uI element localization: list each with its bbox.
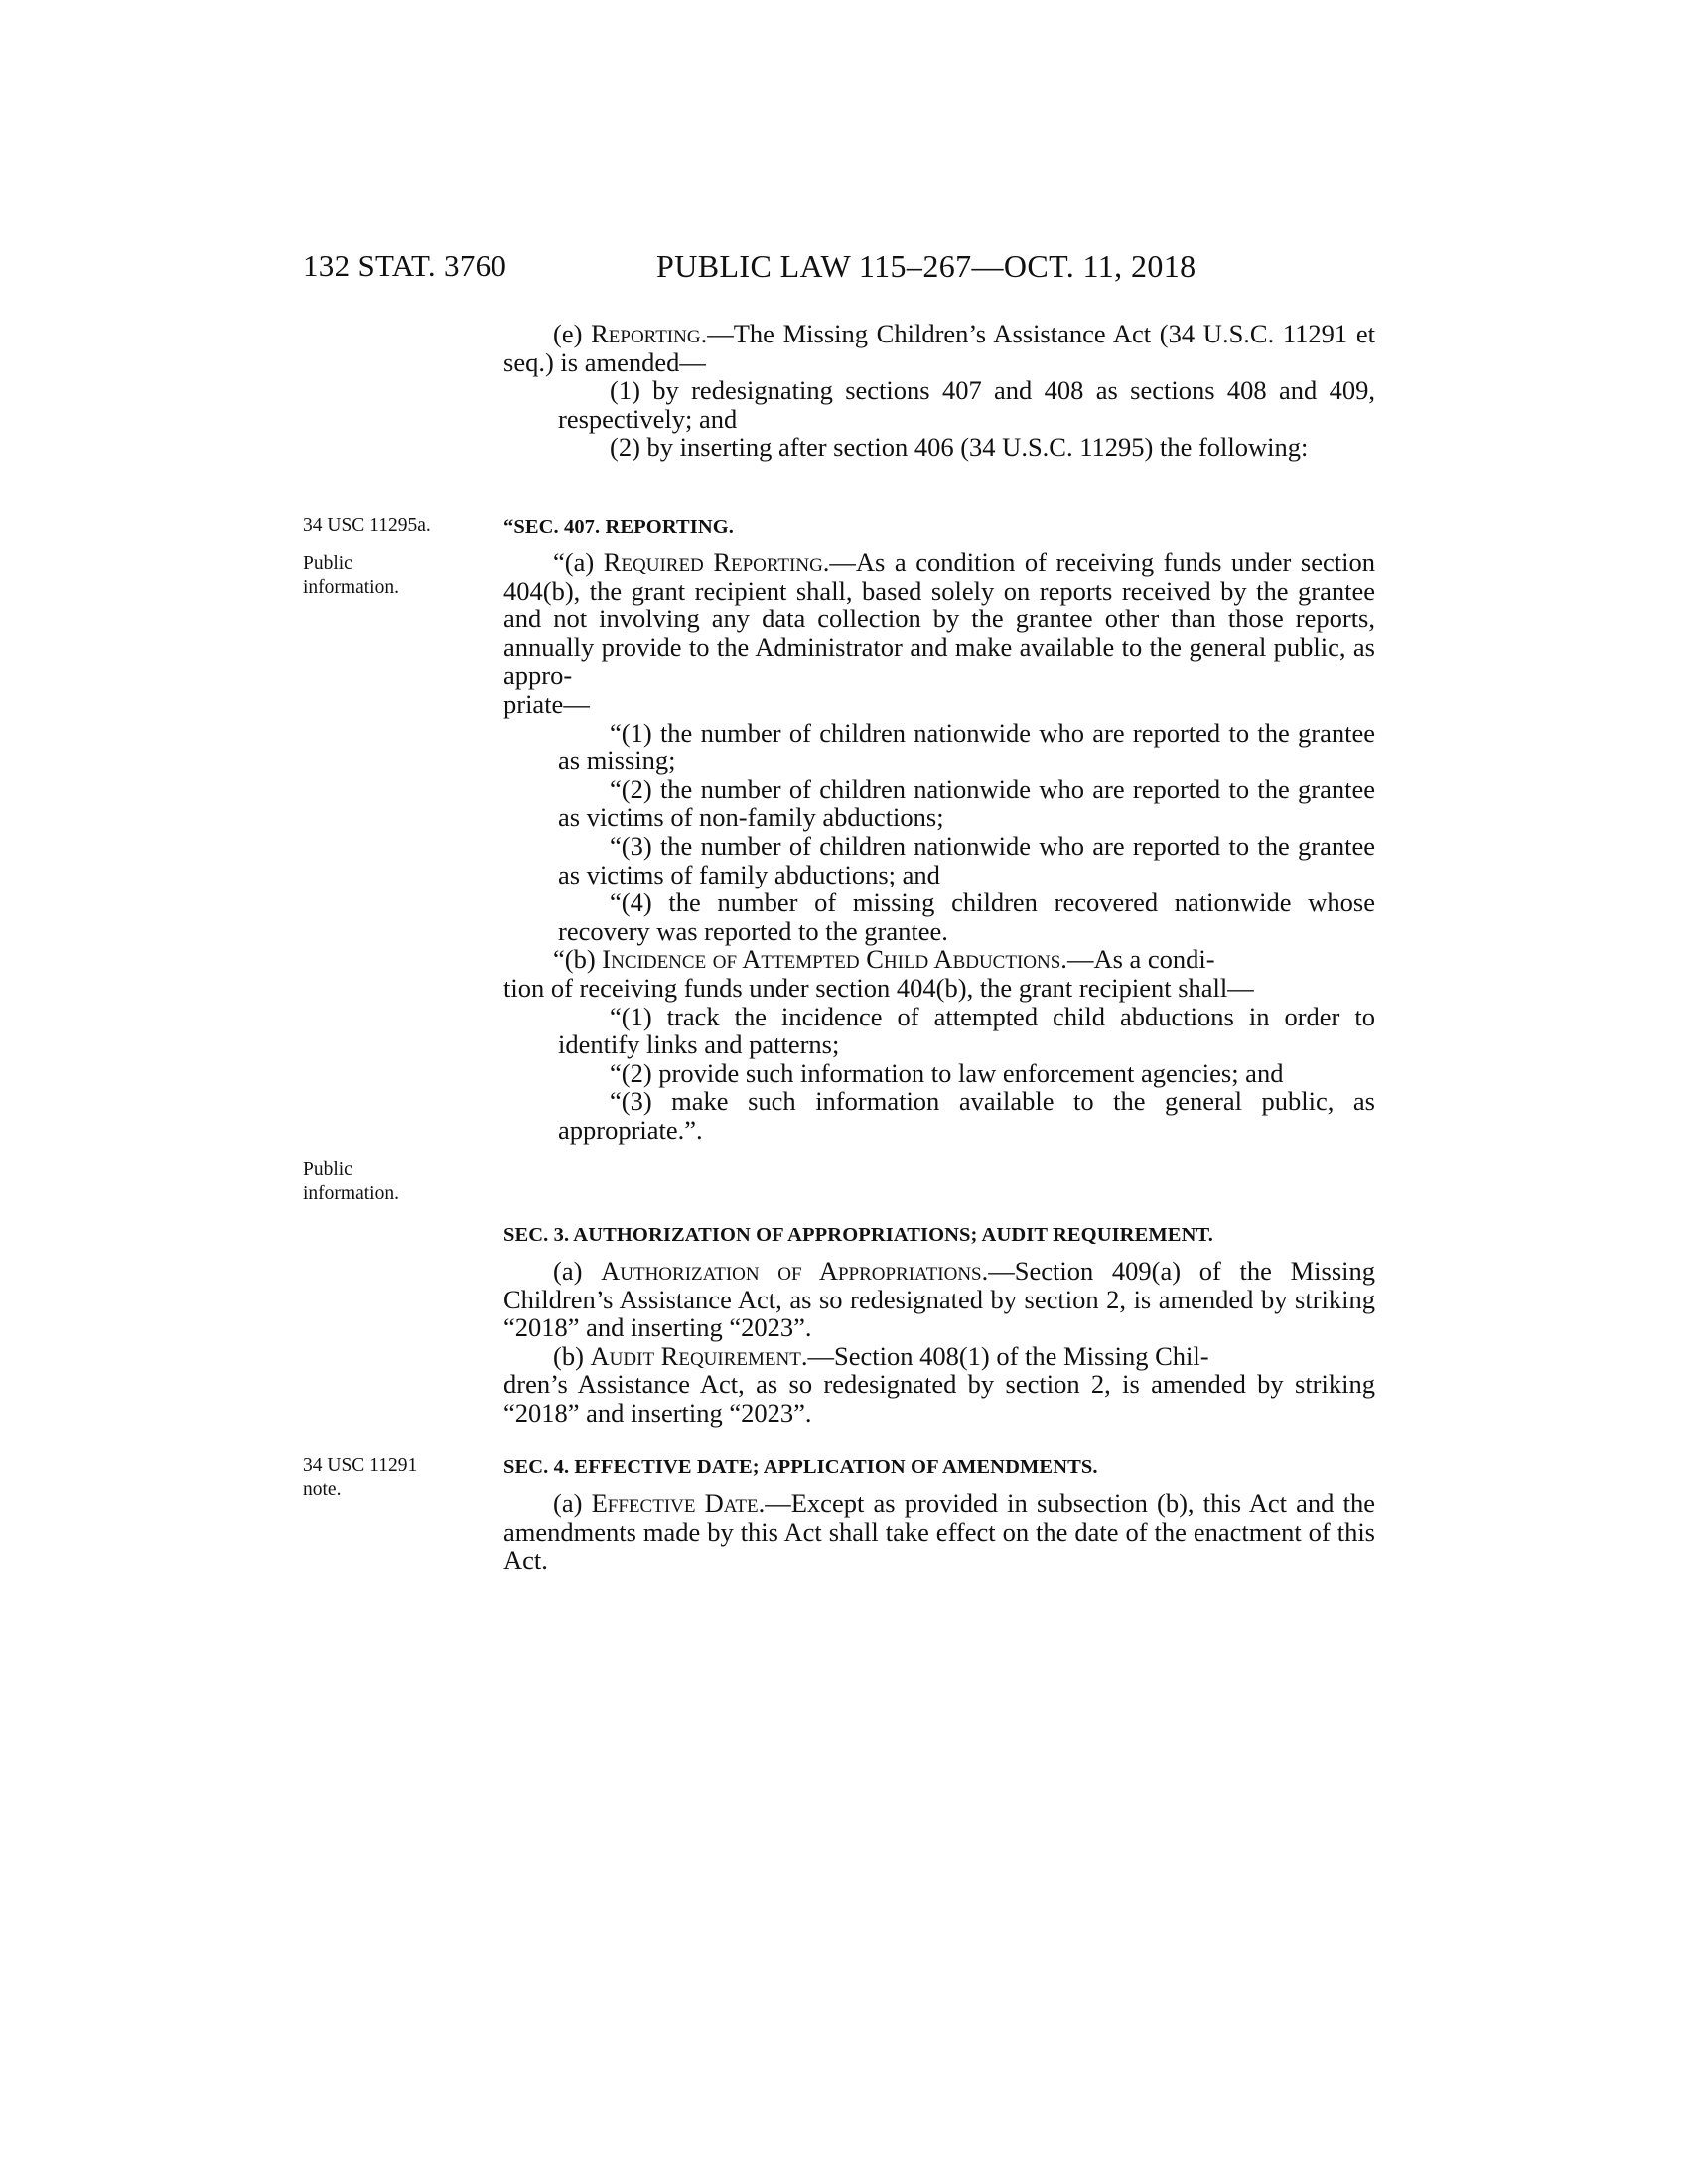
subsection-label: “(b) [553, 944, 603, 975]
subsection-e [503, 320, 1375, 462]
list-item: “(2) provide such information to law enforcement agencies; and [610, 1057, 1284, 1088]
margin-note-public-information: Public information. [303, 1160, 399, 1204]
subsection-heading: Audit Requirement. [590, 1340, 808, 1371]
subsection-e-lead-paragraph [503, 320, 1375, 376]
sec-3-body [503, 1257, 1375, 1428]
subsection-text: —Section 409(a) of the Missing Children’s Assistance Act, as so redesignated by section 2, is amended by striking “2018” and inserting “2023”. [503, 1256, 1375, 1343]
margin-note-public-information: Public information. [303, 553, 399, 598]
section-heading: “SEC. 407. REPORTING. [503, 516, 735, 538]
subsection-a-paragraph [503, 1257, 1375, 1342]
list-item: “(1) the number of children nationwide who are reported to the grantee as missing; [558, 717, 1375, 776]
subsection-text: —Except as provided in subsection (b), this Act and the amendments made by this Act shall take effect on the date of the enactment of this Act. [503, 1488, 1375, 1575]
public-law-title: PUBLIC LAW 115–267—OCT. 11, 2018 [656, 248, 1196, 284]
subsection-heading: Effective Date. [591, 1488, 766, 1518]
subsection-text: —As a condi- tion of receiving funds under section 404(b), the grant recipient shall— [503, 944, 1254, 1003]
sec-4-body [503, 1489, 1375, 1574]
statute-reference: 132 STAT. 3760 [303, 248, 507, 283]
sec-407-heading-block [503, 513, 1375, 542]
subsection-label: (b) [553, 1340, 591, 1371]
section-heading: SEC. 3. AUTHORIZATION OF APPROPRIATIONS; AUDIT REQUIREMENT. [503, 1224, 1213, 1246]
page-header [303, 248, 1375, 288]
list-item: “(1) track the incidence of attempted child abductions in order to identify links and patterns; [558, 1001, 1375, 1060]
subsection-heading: Reporting. [591, 319, 708, 348]
subsection-text: —Section 408(1) of the Missing Chil- dren’s Assistance Act, as so redesignated by section 2, is amended by striking “2018” and inserting “2023”. [503, 1340, 1375, 1428]
list-item: (2) by inserting after section 406 (34 U.S.C. 11295) the following: [610, 432, 1309, 463]
subsection-b-paragraph [503, 945, 1375, 1002]
list-item: “(2) the number of children nationwide who are reported to the grantee as victims of non-family abductions; [558, 773, 1375, 833]
section-heading: SEC. 4. EFFECTIVE DATE; APPLICATION OF AMENDMENTS. [503, 1456, 1098, 1478]
sec-407-body [503, 548, 1375, 1144]
margin-note-usc-11291-note: 34 USC 11291 note. [303, 1455, 418, 1500]
subsection-label: (a) [553, 1488, 592, 1518]
subsection-label: (a) [553, 1256, 602, 1286]
subsection-heading: Incidence of Attempted Child Abductions. [602, 944, 1067, 975]
subsection-label: (e) [553, 319, 592, 348]
sec-3 [503, 1221, 1375, 1250]
subsection-text: —As a condition of receiving funds under section 404(b), the grant recipient shall, based solely on reports received by the grantee and not involving any data collection by the grantee other than those reports, annually provide to the Administrator and make available to the general public, as appro- priate— [503, 547, 1375, 719]
list-item: “(3) the number of children nationwide who are reported to the grantee as victims of family abductions; and [558, 830, 1375, 889]
subsection-label: “(a) [553, 547, 604, 577]
list-item: (1) by redesignating sections 407 and 408 as sections 408 and 409, respectively; and [558, 375, 1375, 434]
list-item: “(3) make such information available to the general public, as appropriate.”. [558, 1086, 1375, 1145]
subsection-a-paragraph [503, 548, 1375, 719]
margin-note-usc-11295a: 34 USC 11295a. [303, 515, 431, 536]
list-item: “(4) the number of missing children recovered nationwide whose recovery was reported to the grantee. [558, 887, 1375, 946]
subsection-heading: Authorization of Appropriations. [601, 1256, 989, 1286]
subsection-a-paragraph [503, 1489, 1375, 1574]
subsection-text: —The Missing Children’s Assistance Act (34 U.S.C. 11291 et seq.) is amended— [503, 319, 1375, 377]
subsection-b-paragraph [503, 1342, 1375, 1428]
sec-4 [503, 1453, 1375, 1482]
subsection-heading: Required Reporting. [603, 547, 830, 577]
